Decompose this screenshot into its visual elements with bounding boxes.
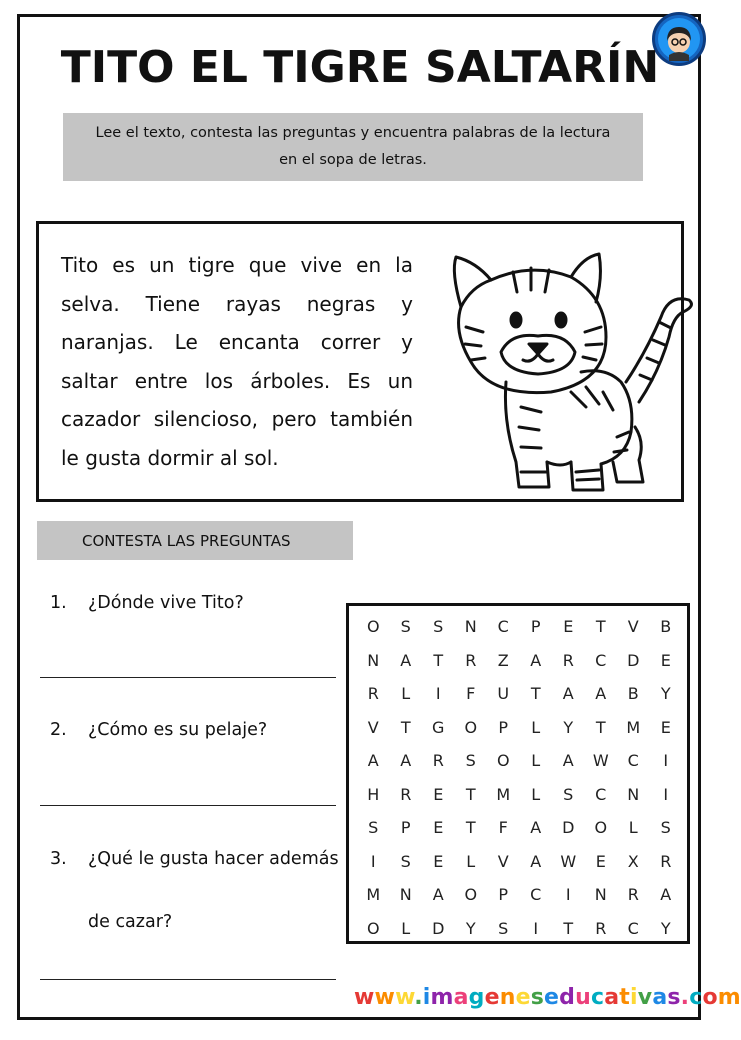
- story-box: [36, 221, 684, 502]
- website-letter: m: [717, 985, 741, 1010]
- word-search-cell[interactable]: X: [627, 851, 639, 871]
- word-search-cell[interactable]: L: [531, 751, 541, 771]
- word-search-cell[interactable]: S: [563, 784, 574, 804]
- word-search-cell[interactable]: V: [367, 717, 379, 737]
- answer-line-1[interactable]: [40, 677, 336, 678]
- word-search-box: [346, 603, 690, 944]
- word-search-cell[interactable]: N: [367, 650, 380, 670]
- section-header: [37, 521, 353, 560]
- word-search-cell[interactable]: G: [432, 717, 445, 737]
- website-letter: c: [591, 985, 605, 1010]
- word-search-cell[interactable]: N: [594, 885, 607, 905]
- word-search-cell[interactable]: A: [530, 818, 542, 838]
- word-search-cell[interactable]: A: [400, 751, 412, 771]
- website-letter: n: [499, 985, 516, 1010]
- word-search-cell[interactable]: T: [530, 684, 541, 704]
- word-search-cell[interactable]: I: [663, 751, 669, 771]
- word-search-cell[interactable]: R: [367, 684, 379, 704]
- word-search-cell[interactable]: S: [465, 751, 476, 771]
- website-letter: w: [354, 985, 375, 1010]
- word-search-cell[interactable]: N: [464, 617, 477, 637]
- word-search-cell[interactable]: T: [595, 617, 606, 637]
- word-search-cell[interactable]: C: [530, 885, 542, 905]
- question-text: ¿Dónde vive Tito?: [88, 593, 244, 613]
- word-search-cell[interactable]: L: [531, 717, 541, 737]
- word-search-cell[interactable]: O: [464, 885, 478, 905]
- website-letter: i: [422, 985, 431, 1010]
- word-search-cell[interactable]: R: [432, 751, 444, 771]
- website-letter: .: [680, 985, 690, 1010]
- word-search-cell[interactable]: C: [595, 650, 607, 670]
- word-search-cell[interactable]: P: [498, 885, 509, 905]
- word-search-cell[interactable]: Y: [660, 684, 671, 704]
- word-search-cell[interactable]: S: [400, 851, 411, 871]
- word-search-cell[interactable]: E: [433, 784, 444, 804]
- word-search-cell[interactable]: Y: [563, 717, 574, 737]
- word-search-cell[interactable]: L: [531, 784, 541, 804]
- word-search-cell[interactable]: O: [366, 918, 380, 938]
- word-search-cell[interactable]: D: [627, 650, 640, 670]
- word-search-cell[interactable]: M: [626, 717, 641, 737]
- word-search-cell[interactable]: A: [595, 684, 607, 704]
- instruction-text: Lee el texto, contesta las preguntas y encuentra palabras de la lectura en el sopa de letras.: [95, 125, 611, 168]
- word-search-cell[interactable]: T: [595, 717, 606, 737]
- word-search-cell[interactable]: A: [530, 851, 542, 871]
- word-search-cell[interactable]: N: [627, 784, 640, 804]
- word-search-cell[interactable]: E: [660, 717, 671, 737]
- website-letter: t: [619, 985, 631, 1010]
- word-search-cell[interactable]: R: [627, 885, 639, 905]
- word-search-cell[interactable]: E: [563, 617, 574, 637]
- word-search-cell[interactable]: T: [433, 650, 444, 670]
- word-search-cell[interactable]: P: [400, 818, 411, 838]
- word-search-cell[interactable]: L: [628, 818, 638, 838]
- question-number: 3.: [50, 849, 67, 869]
- word-search-cell[interactable]: C: [595, 784, 607, 804]
- website-letter: a: [652, 985, 668, 1010]
- story-text: Tito es un tigre que vive en la selva. Tiene rayas negras y naranjas. Le encanta correr y saltar entre los árboles. Es un cazador silencioso, pero también le gusta dormir al sol.: [61, 253, 413, 470]
- website-letter: e: [484, 985, 500, 1010]
- word-search-cell[interactable]: R: [400, 784, 412, 804]
- word-search-cell[interactable]: I: [435, 684, 441, 704]
- word-search-cell[interactable]: S: [498, 918, 509, 938]
- website-letter: s: [530, 985, 545, 1010]
- word-search-cell[interactable]: Z: [497, 650, 509, 670]
- word-search-cell[interactable]: F: [466, 684, 476, 704]
- word-search-cell[interactable]: C: [497, 617, 509, 637]
- word-search-cell[interactable]: Y: [465, 918, 476, 938]
- word-search-cell[interactable]: W: [560, 851, 577, 871]
- word-search-cell[interactable]: V: [497, 851, 509, 871]
- word-search-cell[interactable]: I: [370, 851, 376, 871]
- word-search-cell[interactable]: S: [660, 818, 671, 838]
- word-search-cell[interactable]: T: [563, 918, 574, 938]
- word-search-cell[interactable]: R: [595, 918, 607, 938]
- word-search-cell[interactable]: A: [400, 650, 412, 670]
- word-search-cell[interactable]: C: [627, 918, 639, 938]
- word-search-cell[interactable]: O: [594, 818, 608, 838]
- word-search-cell[interactable]: I: [565, 885, 571, 905]
- question-number: 2.: [50, 720, 67, 740]
- word-search-cell[interactable]: E: [433, 851, 444, 871]
- website-letter: w: [374, 985, 396, 1010]
- page-title: TITO EL TIGRE SALTARÍN: [60, 42, 660, 93]
- section-header-label: CONTESTA LAS PREGUNTAS: [82, 531, 291, 550]
- question-text-continued: de cazar?: [88, 912, 173, 932]
- word-search-cell[interactable]: F: [498, 818, 508, 838]
- answer-line-3[interactable]: [40, 979, 336, 980]
- website-letter: a: [604, 985, 620, 1010]
- website-letter: e: [544, 985, 560, 1010]
- word-search-cell[interactable]: M: [496, 784, 511, 804]
- word-search-cell[interactable]: P: [498, 717, 509, 737]
- word-search-cell[interactable]: R: [660, 851, 672, 871]
- word-search-cell[interactable]: T: [465, 818, 476, 838]
- website-letter: c: [689, 985, 703, 1010]
- website-letter: .: [414, 985, 423, 1010]
- website-letter: w: [395, 985, 415, 1010]
- word-search-cell[interactable]: T: [400, 717, 411, 737]
- word-search-cell[interactable]: E: [595, 851, 606, 871]
- website-letter: v: [637, 985, 653, 1010]
- word-search-cell[interactable]: O: [464, 717, 478, 737]
- website-url: [354, 985, 741, 1010]
- word-search-cell[interactable]: A: [660, 885, 672, 905]
- word-search-cell[interactable]: I: [533, 918, 539, 938]
- word-search-cell[interactable]: E: [660, 650, 671, 670]
- word-search-cell[interactable]: A: [562, 684, 574, 704]
- word-search-cell[interactable]: P: [530, 617, 541, 637]
- question-text: ¿Cómo es su pelaje?: [88, 720, 268, 740]
- word-search-cell[interactable]: A: [562, 751, 574, 771]
- word-search-cell[interactable]: C: [627, 751, 639, 771]
- word-search-cell[interactable]: S: [368, 818, 379, 838]
- question-number: 1.: [50, 593, 67, 613]
- word-search-cell[interactable]: A: [367, 751, 379, 771]
- word-search-cell[interactable]: I: [663, 784, 669, 804]
- word-search-cell[interactable]: L: [401, 918, 411, 938]
- website-letter: a: [453, 985, 469, 1010]
- question-text: ¿Qué le gusta hacer además: [88, 849, 339, 869]
- instruction-box: [63, 113, 643, 181]
- word-search-cell[interactable]: W: [592, 751, 609, 771]
- word-search-cell[interactable]: A: [432, 885, 444, 905]
- website-letter: e: [515, 985, 531, 1010]
- word-search-cell[interactable]: E: [433, 818, 444, 838]
- word-search-cell[interactable]: L: [466, 851, 476, 871]
- word-search-cell[interactable]: T: [465, 784, 476, 804]
- answer-line-2[interactable]: [40, 805, 336, 806]
- word-search-cell[interactable]: R: [562, 650, 574, 670]
- website-letter: i: [630, 985, 638, 1010]
- word-search-cell[interactable]: S: [433, 617, 444, 637]
- word-search-cell[interactable]: A: [530, 650, 542, 670]
- word-search-cell[interactable]: S: [400, 617, 411, 637]
- word-search-cell[interactable]: B: [660, 617, 672, 637]
- word-search-cell[interactable]: D: [562, 818, 575, 838]
- word-search-cell[interactable]: B: [627, 684, 639, 704]
- word-search-cell[interactable]: O: [366, 617, 380, 637]
- word-search-cell[interactable]: D: [432, 918, 445, 938]
- website-letter: m: [430, 985, 454, 1010]
- website-letter: g: [468, 985, 485, 1010]
- word-search-cell[interactable]: N: [399, 885, 412, 905]
- tiger-illustration-icon: [421, 232, 686, 500]
- word-search-cell[interactable]: O: [496, 751, 510, 771]
- word-search-cell[interactable]: R: [465, 650, 477, 670]
- word-search-cell[interactable]: H: [367, 784, 380, 804]
- website-letter: d: [559, 985, 576, 1010]
- website-letter: u: [575, 985, 591, 1010]
- website-letter: s: [667, 985, 681, 1010]
- word-search-cell[interactable]: U: [497, 684, 510, 704]
- word-search-cell[interactable]: V: [627, 617, 639, 637]
- word-search-cell[interactable]: Y: [660, 918, 671, 938]
- word-search-cell[interactable]: L: [401, 684, 411, 704]
- word-search-grid: [357, 610, 682, 945]
- word-search-cell[interactable]: M: [366, 885, 381, 905]
- website-letter: o: [702, 985, 718, 1010]
